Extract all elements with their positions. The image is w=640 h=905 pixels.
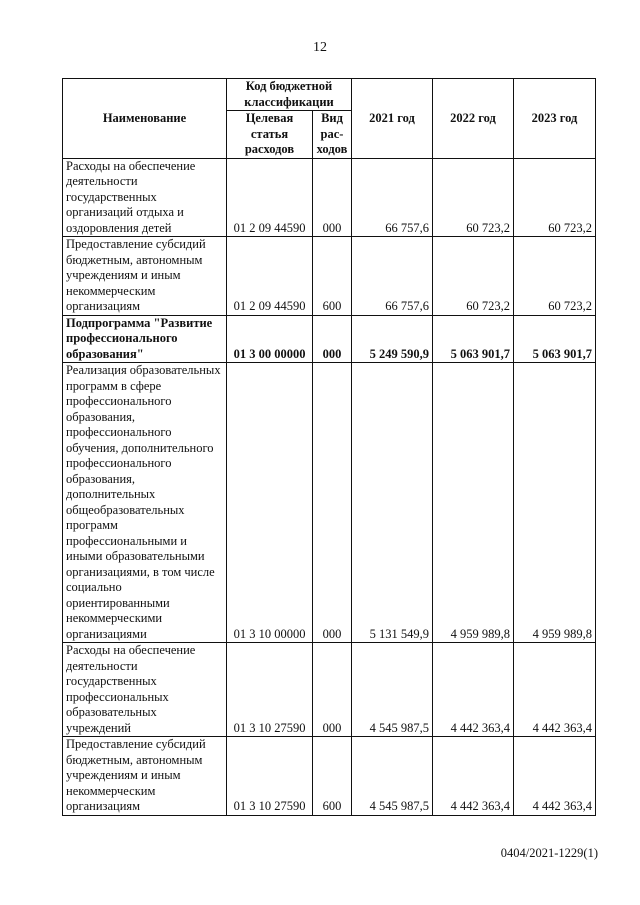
row-type-cell: 600 xyxy=(313,737,352,816)
header-expense-type: Вид рас-ходов xyxy=(313,111,352,159)
header-budget-code: Код бюджетной классификации xyxy=(227,79,352,111)
row-type-cell: 000 xyxy=(313,363,352,643)
table-row xyxy=(63,737,596,816)
row-2022-cell: 4 959 989,8 xyxy=(433,363,514,643)
row-name-cell: Расходы на обеспечение деятельности государственных организаций отдыха и оздоровления детей xyxy=(63,158,227,237)
header-target-article: Целевая статья расходов xyxy=(227,111,313,159)
row-target-cell: 01 2 09 44590 xyxy=(227,158,313,237)
row-2021-cell: 5 249 590,9 xyxy=(352,315,433,363)
row-target-cell: 01 3 10 27590 xyxy=(227,643,313,737)
row-2023-cell: 4 442 363,4 xyxy=(514,737,596,816)
row-2023-cell: 60 723,2 xyxy=(514,237,596,316)
row-type-cell: 000 xyxy=(313,315,352,363)
row-2022-cell: 4 442 363,4 xyxy=(433,643,514,737)
row-name-cell: Реализация образовательных программ в сфере профессионального образования, профессионального обучения, дополнительного профессионального образования, дополнительных общеобразовательных программ профессиональными и иными образовательными организациями, в том числе социально ориентированными некоммерческими организациями xyxy=(63,363,227,643)
row-name-cell: Предоставление субсидий бюджетным, автономным учреждениям и иным некоммерческим организациям xyxy=(63,237,227,316)
table-row xyxy=(63,363,596,643)
row-type-cell: 000 xyxy=(313,643,352,737)
table-row xyxy=(63,158,596,237)
row-type-cell: 000 xyxy=(313,158,352,237)
row-2023-cell: 60 723,2 xyxy=(514,158,596,237)
row-2021-cell: 4 545 987,5 xyxy=(352,737,433,816)
row-name-cell: Предоставление субсидий бюджетным, автономным учреждениям и иным некоммерческим организациям xyxy=(63,737,227,816)
row-target-cell: 01 3 10 27590 xyxy=(227,737,313,816)
table-row xyxy=(63,315,596,363)
header-2021: 2021 год xyxy=(352,79,433,159)
header-name: Наименование xyxy=(63,79,227,159)
table-row xyxy=(63,237,596,316)
row-2021-cell: 4 545 987,5 xyxy=(352,643,433,737)
row-name-cell: Расходы на обеспечение деятельности государственных профессиональных образовательных учреждений xyxy=(63,643,227,737)
row-2022-cell: 60 723,2 xyxy=(433,158,514,237)
row-name-cell: Подпрограмма "Развитие профессионального образования" xyxy=(63,315,227,363)
row-type-cell: 600 xyxy=(313,237,352,316)
row-2022-cell: 60 723,2 xyxy=(433,237,514,316)
budget-table xyxy=(62,78,596,816)
row-2023-cell: 4 959 989,8 xyxy=(514,363,596,643)
row-2021-cell: 5 131 549,9 xyxy=(352,363,433,643)
header-2022: 2022 год xyxy=(433,79,514,159)
row-2021-cell: 66 757,6 xyxy=(352,158,433,237)
row-target-cell: 01 3 00 00000 xyxy=(227,315,313,363)
row-2023-cell: 5 063 901,7 xyxy=(514,315,596,363)
row-2023-cell: 4 442 363,4 xyxy=(514,643,596,737)
row-2022-cell: 4 442 363,4 xyxy=(433,737,514,816)
table-row xyxy=(63,643,596,737)
table-body xyxy=(63,158,596,815)
header-2023: 2023 год xyxy=(514,79,596,159)
row-target-cell: 01 2 09 44590 xyxy=(227,237,313,316)
row-2021-cell: 66 757,6 xyxy=(352,237,433,316)
page-number: 12 xyxy=(313,40,327,55)
row-2022-cell: 5 063 901,7 xyxy=(433,315,514,363)
document-code: 0404/2021-1229(1) xyxy=(500,846,598,860)
row-target-cell: 01 3 10 00000 xyxy=(227,363,313,643)
